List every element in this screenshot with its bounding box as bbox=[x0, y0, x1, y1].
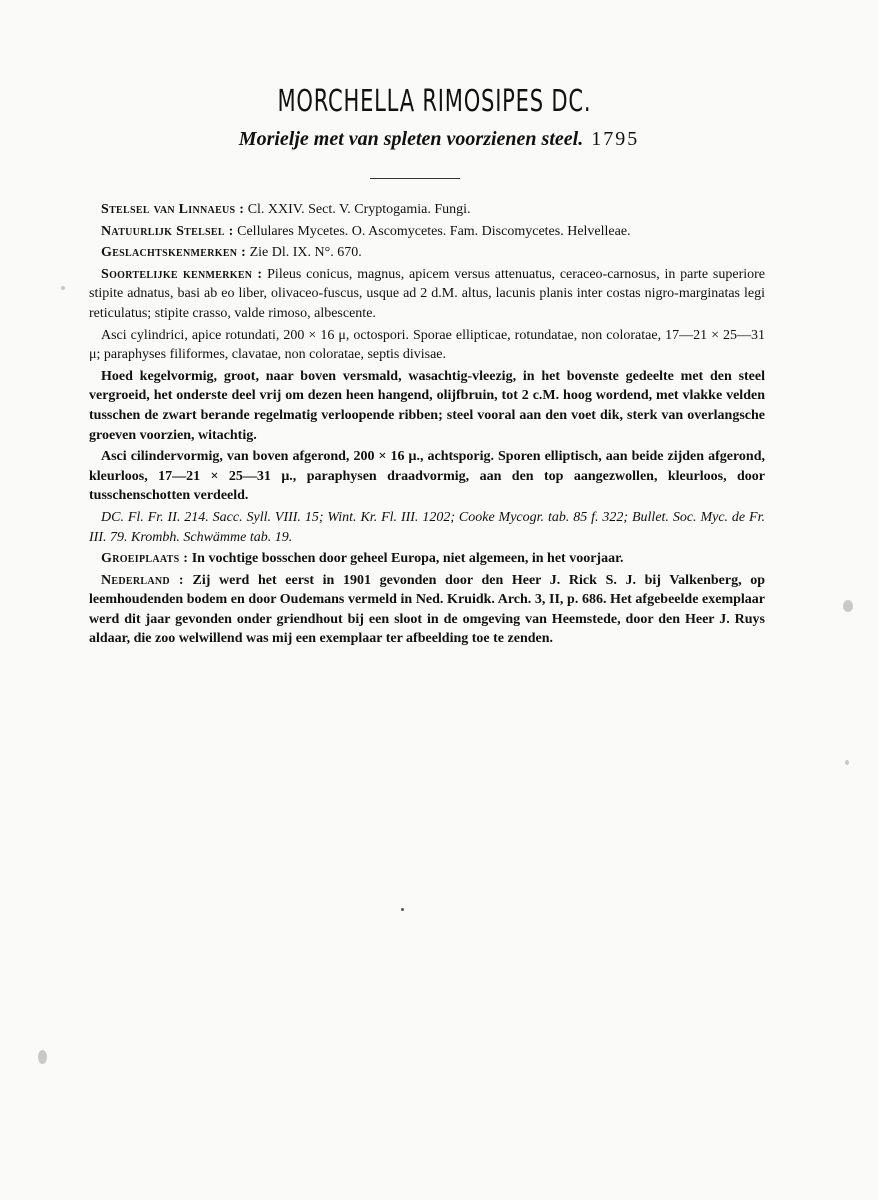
label-geslachtskenmerken: Geslachtskenmerken : bbox=[101, 245, 247, 261]
text-soortelijke-kenmerken: Pileus conicus, magnus, apicem versus attenuatus, ceraceo-carnosus, in parte superiore stipite adnatus, basi ab eo liber, olivaceo-fuscus, usque ad 2 d.M. altus, lacunis planis inter costas nigro-marginatas legi reticulatus; stipite crasso, valde rimoso, albescente. bbox=[89, 266, 765, 321]
paragraph-asci-latin: Asci cylindrici, apice rotundati, 200 × 16 μ, octospori. Sporae ellipticae, rotundatae, non coloratae, 17—21 × 25—31 μ; paraphyses filiformes, clavatae, non coloratae, septis divisae. bbox=[89, 327, 765, 363]
paper-speck bbox=[61, 286, 65, 290]
plate-number: 1795 bbox=[591, 128, 640, 150]
label-nederland: Nederland : bbox=[101, 572, 184, 588]
paper-speck bbox=[843, 600, 853, 612]
paragraph-groeiplaats bbox=[89, 549, 765, 569]
text-geslachtskenmerken: Zie Dl. IX. N°. 670. bbox=[249, 245, 362, 261]
paper-speck bbox=[845, 760, 849, 765]
title-divider bbox=[370, 178, 460, 179]
paragraph-natuurlijk-stelsel bbox=[89, 222, 765, 242]
label-soortelijke-kenmerken: Soortelijke kenmerken : bbox=[101, 266, 263, 282]
paper-speck bbox=[401, 908, 404, 911]
label-stelsel-linnaeus: Stelsel van Linnaeus : bbox=[101, 202, 245, 217]
description-body bbox=[89, 200, 765, 651]
page-subtitle bbox=[0, 128, 878, 151]
paragraph-soortelijke-kenmerken bbox=[89, 265, 765, 324]
text-stelsel-linnaeus: Cl. XXIV. Sect. V. Cryptogamia. Fungi. bbox=[247, 202, 471, 217]
paper-speck bbox=[38, 1050, 47, 1064]
page-title: MORCHELLA RIMOSIPES DC. bbox=[277, 84, 592, 119]
text-natuurlijk-stelsel: Cellulares Mycetes. O. Ascomycetes. Fam. Discomycetes. Helvelleae. bbox=[237, 223, 631, 239]
label-groeiplaats: Groeiplaats : bbox=[101, 551, 189, 567]
paragraph-references: DC. Fl. Fr. II. 214. Sacc. Syll. VIII. 15; Wint. Kr. Fl. III. 1202; Cooke Mycogr. tab. 85 f. 322; Bullet. Soc. Myc. de Fr. III. 79. Krombh. Schwämme tab. 19. bbox=[89, 509, 765, 545]
text-groeiplaats: In vochtige bosschen door geheel Europa, niet algemeen, in het voorjaar. bbox=[191, 551, 624, 567]
paragraph-geslachtskenmerken bbox=[89, 243, 765, 263]
text-nederland: Zij werd het eerst in 1901 gevonden door den Heer J. Rick S. J. bij Valkenberg, op leemhoudenden bodem en door Oudemans vermeld in Ned. Kruidk. Arch. 3, II, p. 686. Het afgebeelde exemplaar werd dit jaar gevonden onder griendhout bij een sloot in de omgeving van Heemstede, door den Heer J. Ruys aldaar, die zoo welwillend was mij een exemplaar ter afbeelding toe te zenden. bbox=[89, 572, 765, 647]
label-natuurlijk-stelsel: Natuurlijk Stelsel : bbox=[101, 223, 234, 239]
subtitle-text: Morielje met van spleten voorzienen steel. bbox=[238, 128, 584, 150]
paragraph-hoed: Hoed kegelvormig, groot, naar boven versmald, wasachtig-vleezig, in het bovenste gedeelte met den steel vergroeid, het onderste deel vrij om dezen heen hangend, olijfbruin, tot 2 c.M. hoog wordend, met vlakke velden tusschen de zwart berande regelmatig verloopende ribben; steel vooral aan den voet dik, sterk van overlangsche groeven voorzien, witachtig. bbox=[89, 368, 765, 443]
paragraph-nederland bbox=[89, 571, 765, 649]
paragraph-asci-dutch: Asci cilindervormig, van boven afgerond, 200 × 16 μ., achtsporig. Sporen elliptisch, aan beide zijden afgerond, kleurloos, 17—21 × 25—31 μ., paraphysen draadvormig, aan den top aangezwollen, kleurloos, door tusschenschotten verdeeld. bbox=[89, 449, 765, 504]
paragraph-stelsel-linnaeus bbox=[89, 200, 765, 220]
